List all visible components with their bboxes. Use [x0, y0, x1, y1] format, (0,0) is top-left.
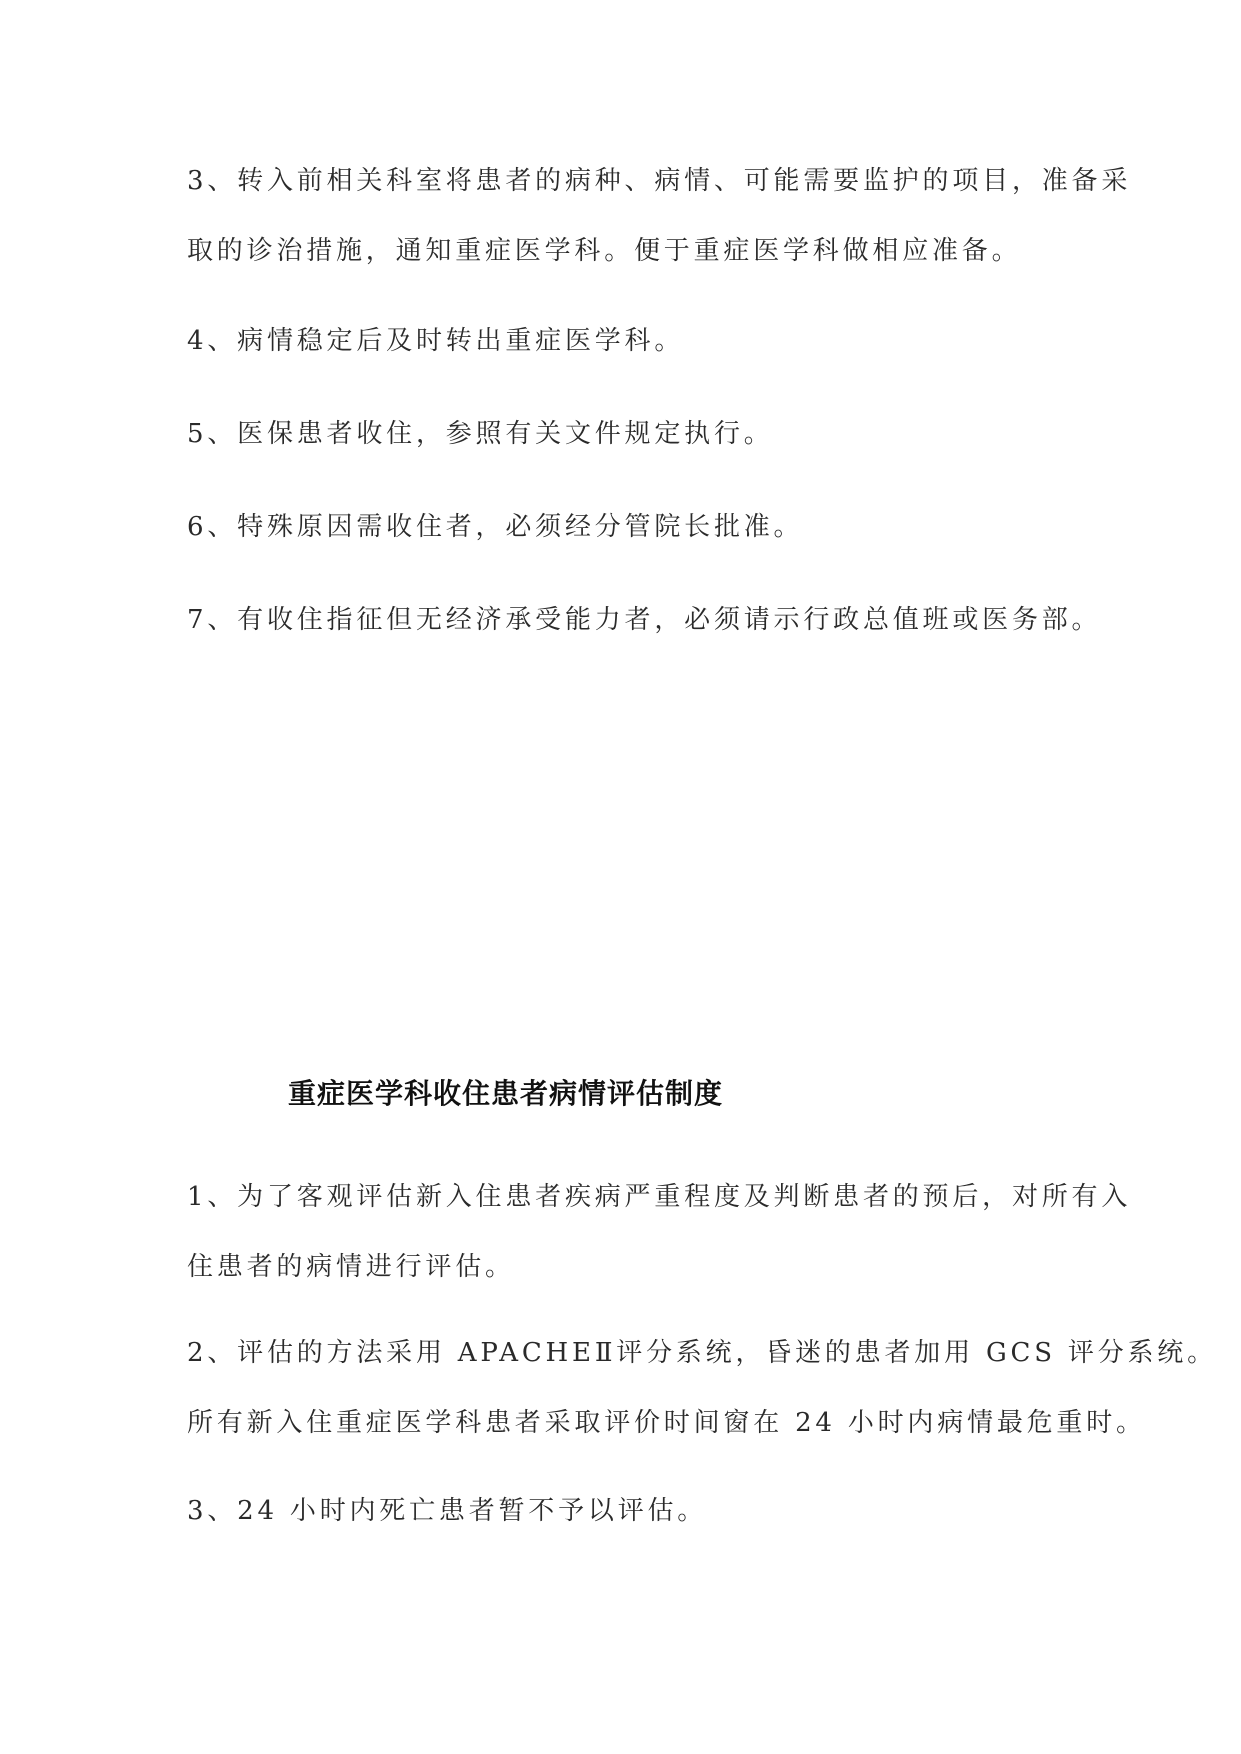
assessment-item-1 — [187, 1162, 1132, 1302]
rule-item-7 — [187, 585, 1102, 655]
section-title: 重症医学科收住患者病情评估制度 — [288, 1077, 724, 1110]
rule-item-6 — [187, 492, 1087, 562]
rule-item-6-line-1: 6、特殊原因需收住者，必须经分管院长批准。 — [187, 512, 804, 542]
assessment-item-1-line-2: 住患者的病情进行评估。 — [187, 1252, 515, 1282]
rule-item-5-line-1: 5、医保患者收住，参照有关文件规定执行。 — [187, 419, 774, 449]
rule-item-7-line-1: 7、有收住指征但无经济承受能力者，必须请示行政总值班或医务部。 — [187, 605, 1102, 635]
rule-item-4-line-1: 4、病情稳定后及时转出重症医学科。 — [187, 326, 685, 356]
rule-item-5 — [187, 399, 1087, 469]
assessment-item-2-line-1: 2、评估的方法采用 APACHEⅡ评分系统，昏迷的患者加用 GCS 评分系统。 — [187, 1338, 1217, 1368]
assessment-item-2-line-2: 所有新入住重症医学科患者采取评价时间窗在 24 小时内病情最危重时。 — [187, 1408, 1146, 1438]
assessment-item-2 — [187, 1318, 1217, 1458]
assessment-item-3 — [187, 1476, 1087, 1546]
rule-item-3 — [187, 146, 1132, 286]
assessment-item-1-line-1: 1、为了客观评估新入住患者疾病严重程度及判断患者的预后，对所有入 — [187, 1182, 1132, 1212]
assessment-item-3-line-1: 3、24 小时内死亡患者暂不予以评估。 — [187, 1496, 708, 1526]
rule-item-3-line-2: 取的诊治措施，通知重症医学科。便于重症医学科做相应准备。 — [187, 236, 1022, 266]
rule-item-4 — [187, 306, 1087, 376]
rule-item-3-line-1: 3、转入前相关科室将患者的病种、病情、可能需要监护的项目，准备采 — [187, 166, 1132, 196]
